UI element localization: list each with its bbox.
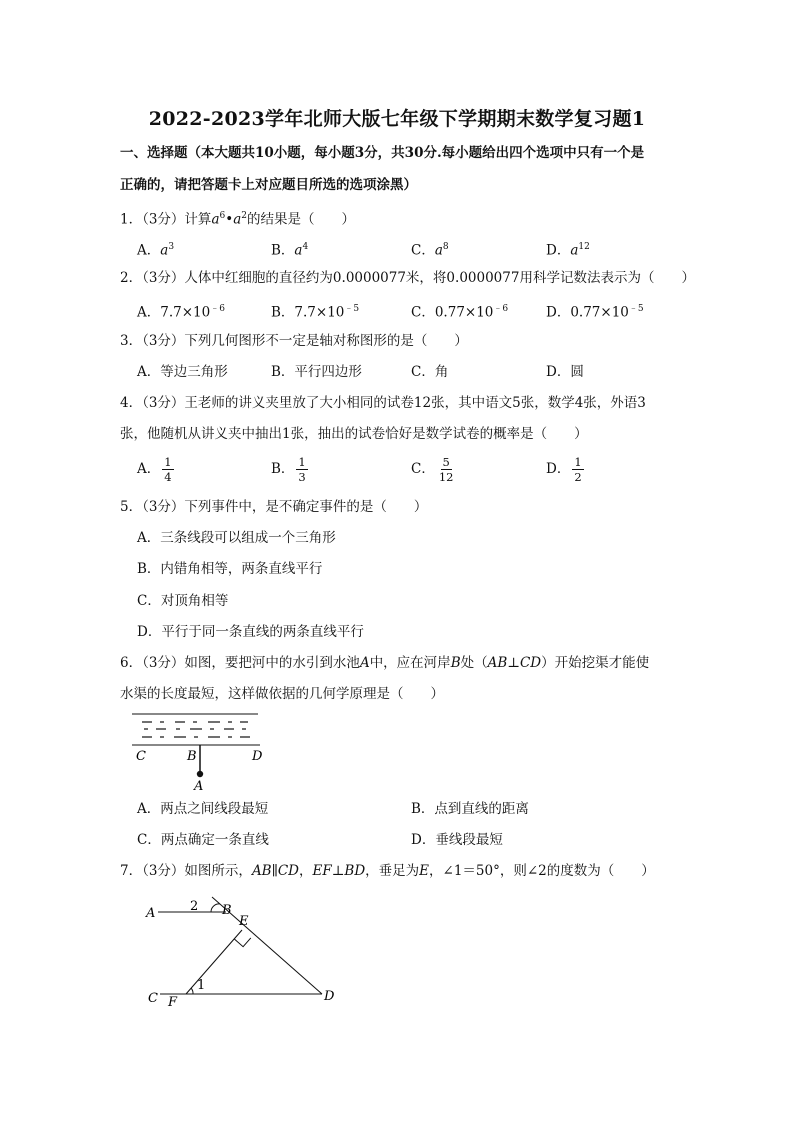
fraction: $\frac{1}{2}$	[574, 455, 582, 484]
q4-option-b[interactable]: B． $\frac{1}{3}$	[271, 455, 306, 484]
fraction: $\frac{1}{3}$	[298, 455, 306, 484]
question-4-line2: 张，他随机从讲义夹中抽出1张，抽出的试卷恰好是数学试卷的概率是（ ）	[120, 426, 588, 442]
label-a: A	[146, 906, 156, 921]
fraction: $\frac{5}{12}$	[438, 455, 454, 484]
right-angle-mark	[234, 938, 251, 947]
q1-option-a[interactable]: A．$a^3$	[137, 242, 175, 259]
q1-option-d[interactable]: D．$a^{12}$	[546, 242, 590, 259]
q4-option-a[interactable]: A． $\frac{1}{4}$	[137, 455, 172, 484]
q2-option-b[interactable]: B．$7.7\times 10^{﹣5}$	[271, 304, 360, 321]
question-4-line1: 4．（3分）王老师的讲义夹里放了大小相同的试卷12张，其中语文5张，数学4张，外语3	[120, 395, 646, 411]
line-ef	[186, 930, 242, 994]
label-c: C	[148, 991, 158, 1006]
q3-option-d[interactable]: D．圆	[546, 364, 584, 380]
water-dashes	[142, 722, 250, 737]
q4-option-d[interactable]: D． $\frac{1}{2}$	[546, 455, 582, 484]
label-e: E	[239, 914, 249, 929]
q1-option-b[interactable]: B．$a^4$	[271, 242, 309, 259]
q2-option-a[interactable]: A．$7.7\times 10^{﹣6}$	[137, 304, 225, 321]
q6-option-a[interactable]: A．两点之间线段最短	[137, 801, 269, 817]
question-2: 2．（3分）人体中红细胞的直径约为0.0000077米，将0.0000077用科学记数法表示为（ ）	[120, 270, 695, 286]
q3-option-c[interactable]: C．角	[411, 364, 449, 380]
label-b: B	[187, 749, 197, 764]
section-heading-line1: 一、选择题（本大题共10小题，每小题3分，共30分.每小题给出四个选项中只有一个是	[120, 145, 645, 161]
river-figure	[130, 708, 270, 798]
section-heading-line2: 正确的，请把答题卡上对应题目所选的选项涂黑）	[120, 177, 417, 193]
question-5: 5．（3分）下列事件中，是不确定事件的是（ ）	[120, 499, 428, 515]
question-7: 7．（3分）如图所示，AB∥CD，EF⊥BD，垂足为E，∠1＝50°，则∠2的度数为（ ）	[120, 863, 655, 879]
q5-option-d[interactable]: D．平行于同一条直线的两条直线平行	[137, 624, 364, 640]
question-1: 1．（3分）计算$a^6•a^2$的结果是（ ）	[120, 211, 355, 228]
q3-option-a[interactable]: A．等边三角形	[137, 364, 228, 380]
parallel-lines-figure	[138, 892, 348, 1014]
angle-2-arc	[211, 904, 220, 912]
question-3: 3．（3分）下列几何图形不一定是轴对称图形的是（ ）	[120, 333, 468, 349]
label-c: C	[136, 749, 146, 764]
q2-option-d[interactable]: D．$0.77\times 10^{﹣5}$	[546, 304, 644, 321]
label-angle-2: 2	[190, 899, 199, 914]
label-d: D	[252, 749, 263, 764]
page-title: 2022-2023学年北师大版七年级下学期期末数学复习题1	[148, 108, 646, 130]
question-6-line2: 水渠的长度最短，这样做依据的几何学原理是（ ）	[120, 686, 444, 702]
angle-1-arc	[191, 988, 193, 994]
q5-option-a[interactable]: A．三条线段可以组成一个三角形	[137, 530, 336, 546]
fraction: $\frac{1}{4}$	[164, 455, 172, 484]
q6-option-c[interactable]: C．两点确定一条直线	[137, 832, 269, 848]
q3-option-b[interactable]: B．平行四边形	[271, 364, 362, 380]
label-angle-1: 1	[197, 978, 206, 993]
q4-option-c[interactable]: C． $\frac{5}{12}$	[411, 455, 454, 484]
label-a: A	[194, 779, 204, 794]
q6-option-d[interactable]: D．垂线段最短	[411, 832, 503, 848]
q6-option-b[interactable]: B．点到直线的距离	[411, 801, 529, 817]
label-f: F	[168, 995, 178, 1010]
q5-option-c[interactable]: C．对顶角相等	[137, 593, 229, 609]
label-d: D	[324, 989, 335, 1004]
pool-a-point	[197, 771, 203, 777]
q2-option-c[interactable]: C．$0.77\times 10^{﹣6}$	[411, 304, 509, 321]
q5-option-b[interactable]: B．内错角相等，两条直线平行	[137, 561, 323, 577]
q1-option-c[interactable]: C．$a^8$	[411, 242, 449, 259]
question-6-line1: 6．（3分）如图，要把河中的水引到水池A中，应在河岸B处（AB⊥CD）开始挖渠才能使	[120, 655, 650, 671]
label-b: B	[222, 903, 232, 918]
